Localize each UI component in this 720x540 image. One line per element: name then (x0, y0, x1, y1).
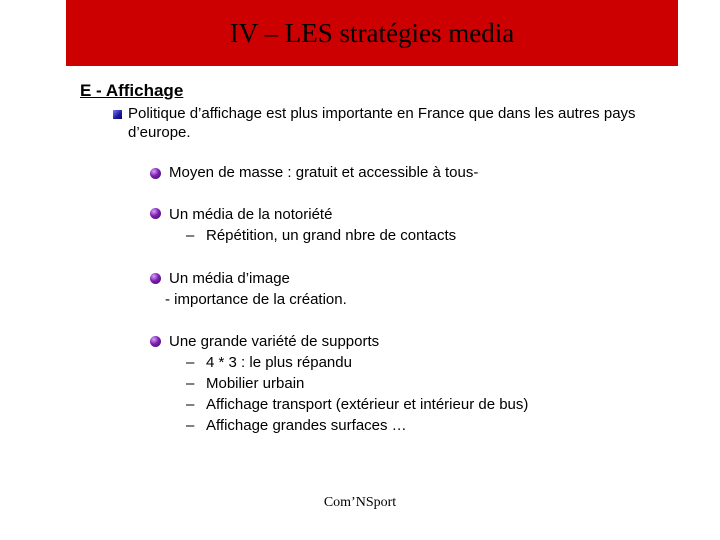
sub-point (169, 394, 528, 415)
dash: – (186, 396, 195, 413)
dash: – (186, 417, 195, 434)
sub-point (169, 225, 456, 246)
point-text: Moyen de masse : gratuit et accessible à tous- (169, 164, 479, 181)
footer-text: Com’NSport (323, 495, 397, 510)
point-text: Un média d’image (169, 270, 290, 287)
dash: – (186, 354, 195, 371)
intro-paragraph: Politique d’affichage est plus importante en France que dans les autres pays d’europe. (128, 105, 636, 141)
sub-point-text: Affichage transport (extérieur et intérieur de bus) (206, 396, 529, 413)
dash: – (186, 375, 195, 392)
sub-point-text: Mobilier urbain (206, 375, 305, 392)
sub-point-text: 4 * 3 : le plus répandu (206, 354, 352, 371)
title-banner (66, 0, 678, 66)
point-text: Un média de la notoriété (169, 206, 333, 223)
ball-bullet-icon (150, 336, 161, 347)
dash: – (186, 227, 195, 244)
point-image (165, 268, 347, 310)
sub-point (169, 352, 528, 373)
sub-point (169, 415, 528, 436)
ball-bullet-icon (150, 168, 161, 179)
slide-title: IV – LES stratégies media (229, 17, 515, 48)
sub-point (169, 373, 528, 394)
point-supports (169, 331, 528, 436)
sub-point-text: Affichage grandes surfaces … (206, 417, 407, 434)
ball-bullet-icon (150, 273, 161, 284)
sub-point-text: Répétition, un grand nbre de contacts (206, 227, 457, 244)
point-continuation: - importance de la création. (165, 291, 347, 308)
point-notoriete (169, 204, 456, 246)
section-heading: E - Affichage (80, 81, 184, 100)
square-bullet-icon (113, 110, 122, 119)
point-text: Une grande variété de supports (169, 333, 380, 350)
point-masse (169, 162, 478, 183)
ball-bullet-icon (150, 208, 161, 219)
